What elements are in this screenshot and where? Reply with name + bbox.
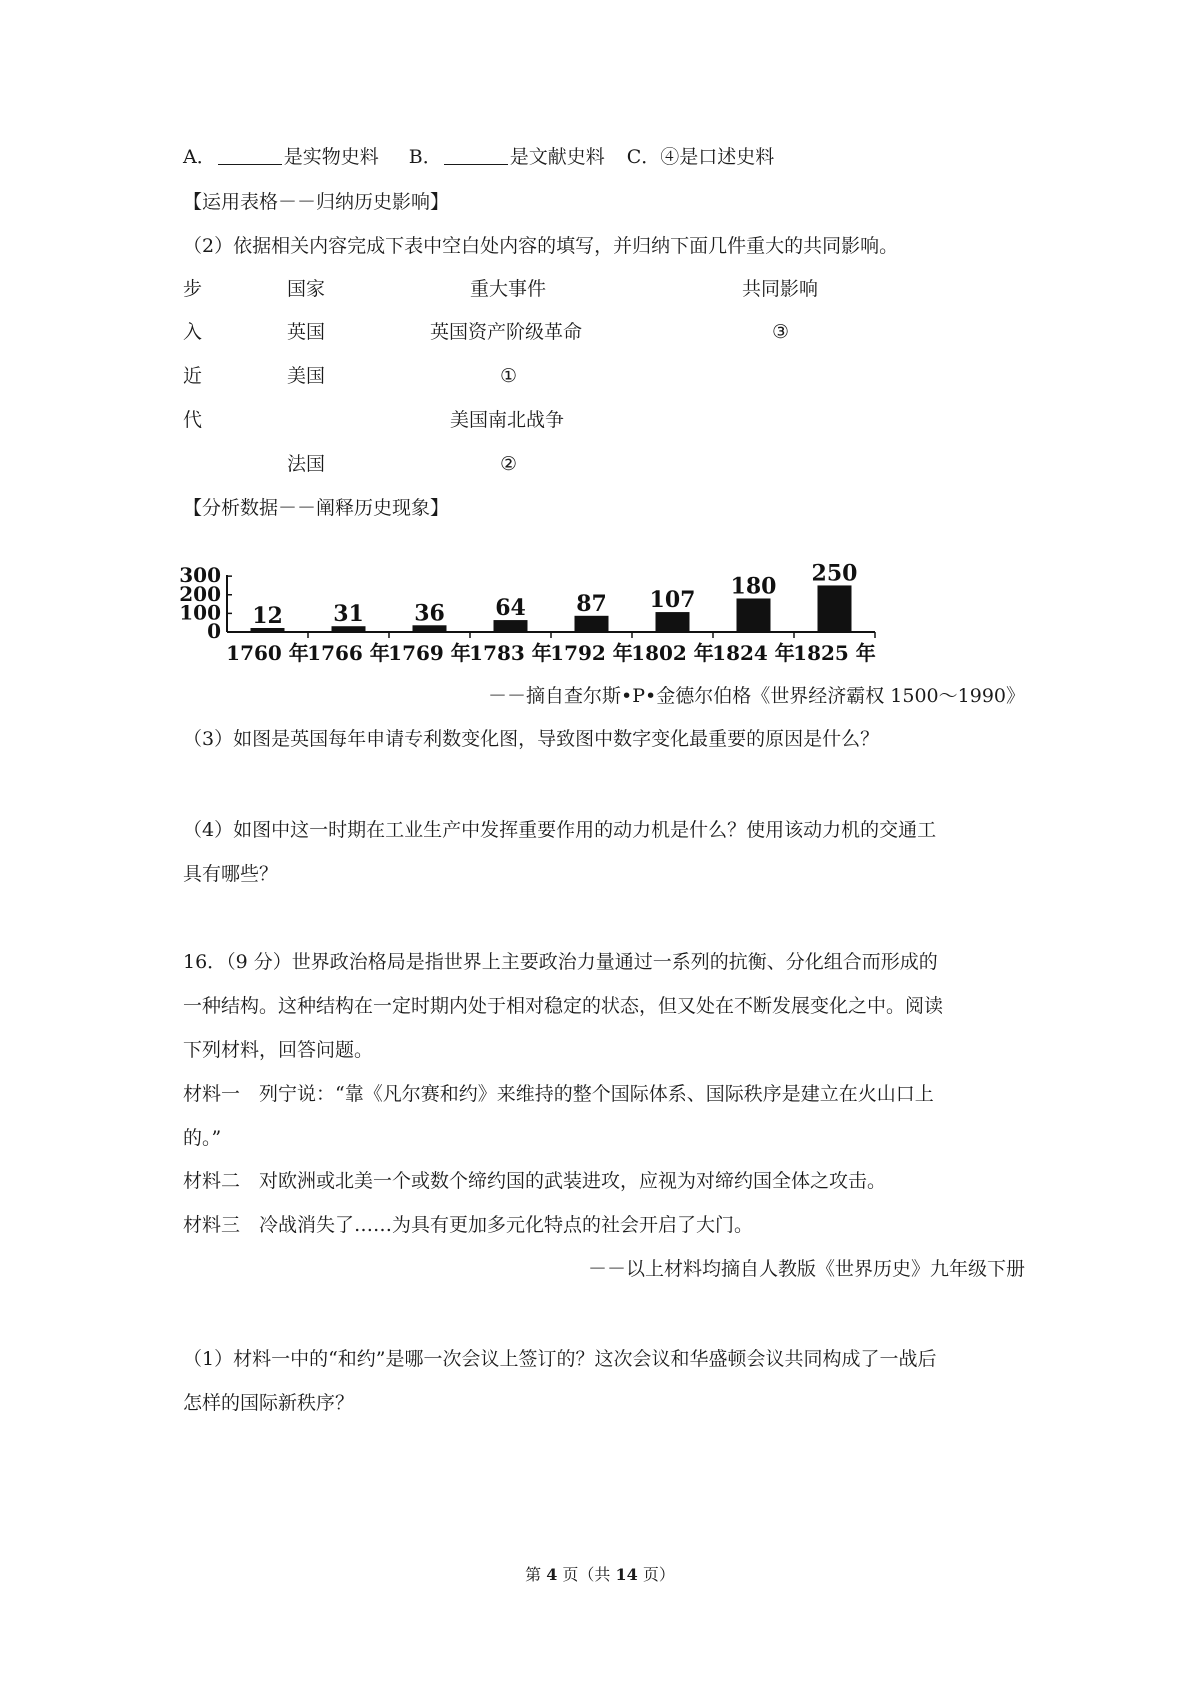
patent-bar-chart [179,560,885,675]
bar [494,620,528,632]
table-header-country: 国家 [287,278,326,300]
table-row-event: ② [500,453,518,475]
data-label: 250 [811,560,858,587]
table-row-country: 美国 [287,365,326,387]
bar [656,612,690,632]
question-3: （3）如图是英国每年申请专利数变化图，导致图中数字变化最重要的原因是什么？ [183,728,880,750]
table-side-3: 近 [183,365,203,387]
question-4-line-2: 具有哪些？ [183,863,279,885]
table-header-event: 重大事件 [470,278,547,300]
footer-suffix: 页） [637,1565,675,1584]
data-label: 12 [252,603,283,629]
x-tick-label: 1802 年 [631,641,714,665]
data-label: 64 [495,595,526,622]
data-label: 107 [649,587,696,614]
table-row-event: 美国南北战争 [450,409,565,431]
data-label: 31 [333,601,364,628]
table-side-2: 入 [183,321,203,343]
q15-options [183,145,774,169]
x-tick-label: 1824 年 [712,641,795,665]
option-a-text: 是实物史料 [283,146,379,168]
x-tick-label: 1792 年 [550,641,633,665]
option-b-label: B． [408,146,442,168]
material-1-line-2: 的。” [183,1127,222,1149]
table-row-event: ① [500,365,518,387]
y-tick-label: 0 [207,619,221,643]
q16-intro-line-3: 下列材料，回答问题。 [183,1039,374,1061]
material-2: 材料二 对欧洲或北美一个或数个缔约国的武装进攻，应视为对缔约国全体之攻击。 [183,1170,887,1192]
chart-source: －－摘自查尔斯•P•金德尔伯格《世界经济霸权 1500～1990》 [488,685,1025,707]
footer-total-pages: 14 [615,1565,638,1584]
table-side-4: 代 [183,409,203,431]
bar [818,585,852,632]
table-row-impact: ③ [772,321,790,343]
x-tick-label: 1760 年 [226,641,309,665]
footer-page-number: 4 [546,1565,558,1584]
data-label: 36 [414,600,445,627]
y-tick-label: 200 [179,581,221,606]
option-a-label: A． [183,146,216,168]
footer-prefix: 第 [525,1565,547,1584]
data-label: 87 [576,590,607,617]
option-c-text: C．④是口述史料 [626,146,775,168]
page-footer [0,1565,1200,1585]
option-a-blank[interactable] [218,146,282,165]
option-b-blank[interactable] [444,146,508,165]
materials-source: －－以上材料均摘自人教版《世界历史》九年级下册 [587,1258,1025,1280]
x-tick-label: 1783 年 [469,641,552,665]
question-4-line-1: （4）如图中这一时期在工业生产中发挥重要作用的动力机是什么？使用该动力机的交通工 [183,819,937,841]
option-b-text: 是文献史料 [509,146,605,168]
section-table-title: 【运用表格－－归纳历史影响】 [183,191,450,213]
bar [413,625,447,632]
table-header-impact: 共同影响 [742,278,819,300]
data-label: 180 [730,573,777,600]
section-data-title: 【分析数据－－阐释历史现象】 [183,497,450,519]
footer-middle: 页（共 [557,1565,616,1584]
q16-intro-line-2: 一种结构。这种结构在一定时期内处于相对稳定的状态，但又处在不断发展变化之中。阅读 [183,995,944,1017]
table-side-1: 步 [183,278,203,300]
y-tick-label: 100 [179,600,221,625]
x-tick-label: 1766 年 [307,641,390,665]
table-row-country: 英国 [287,321,326,343]
bar [737,598,771,632]
q16-question-1-line-1: （1）材料一中的“和约”是哪一次会议上签订的？这次会议和华盛顿会议共同构成了一战后 [183,1348,937,1370]
bar [575,616,609,632]
table-row-country: 法国 [287,453,326,475]
material-3: 材料三 冷战消失了……为具有更加多元化特点的社会开启了大门。 [183,1214,754,1236]
q16-intro-line-1: 16．（9 分）世界政治格局是指世界上主要政治力量通过一系列的抗衡、分化组合而形成的 [183,951,938,973]
x-tick-label: 1769 年 [388,641,471,665]
y-tick-label: 300 [179,563,221,588]
q16-question-1-line-2: 怎样的国际新秩序？ [183,1392,355,1414]
table-row-event: 英国资产阶级革命 [430,321,583,343]
material-1-line-1: 材料一 列宁说：“靠《凡尔赛和约》来维持的整个国际体系、国际秩序是建立在火山口上 [183,1083,934,1105]
x-tick-label: 1825 年 [793,641,876,665]
question-2: （2）依据相关内容完成下表中空白处内容的填写，并归纳下面几件重大的共同影响。 [183,235,899,257]
